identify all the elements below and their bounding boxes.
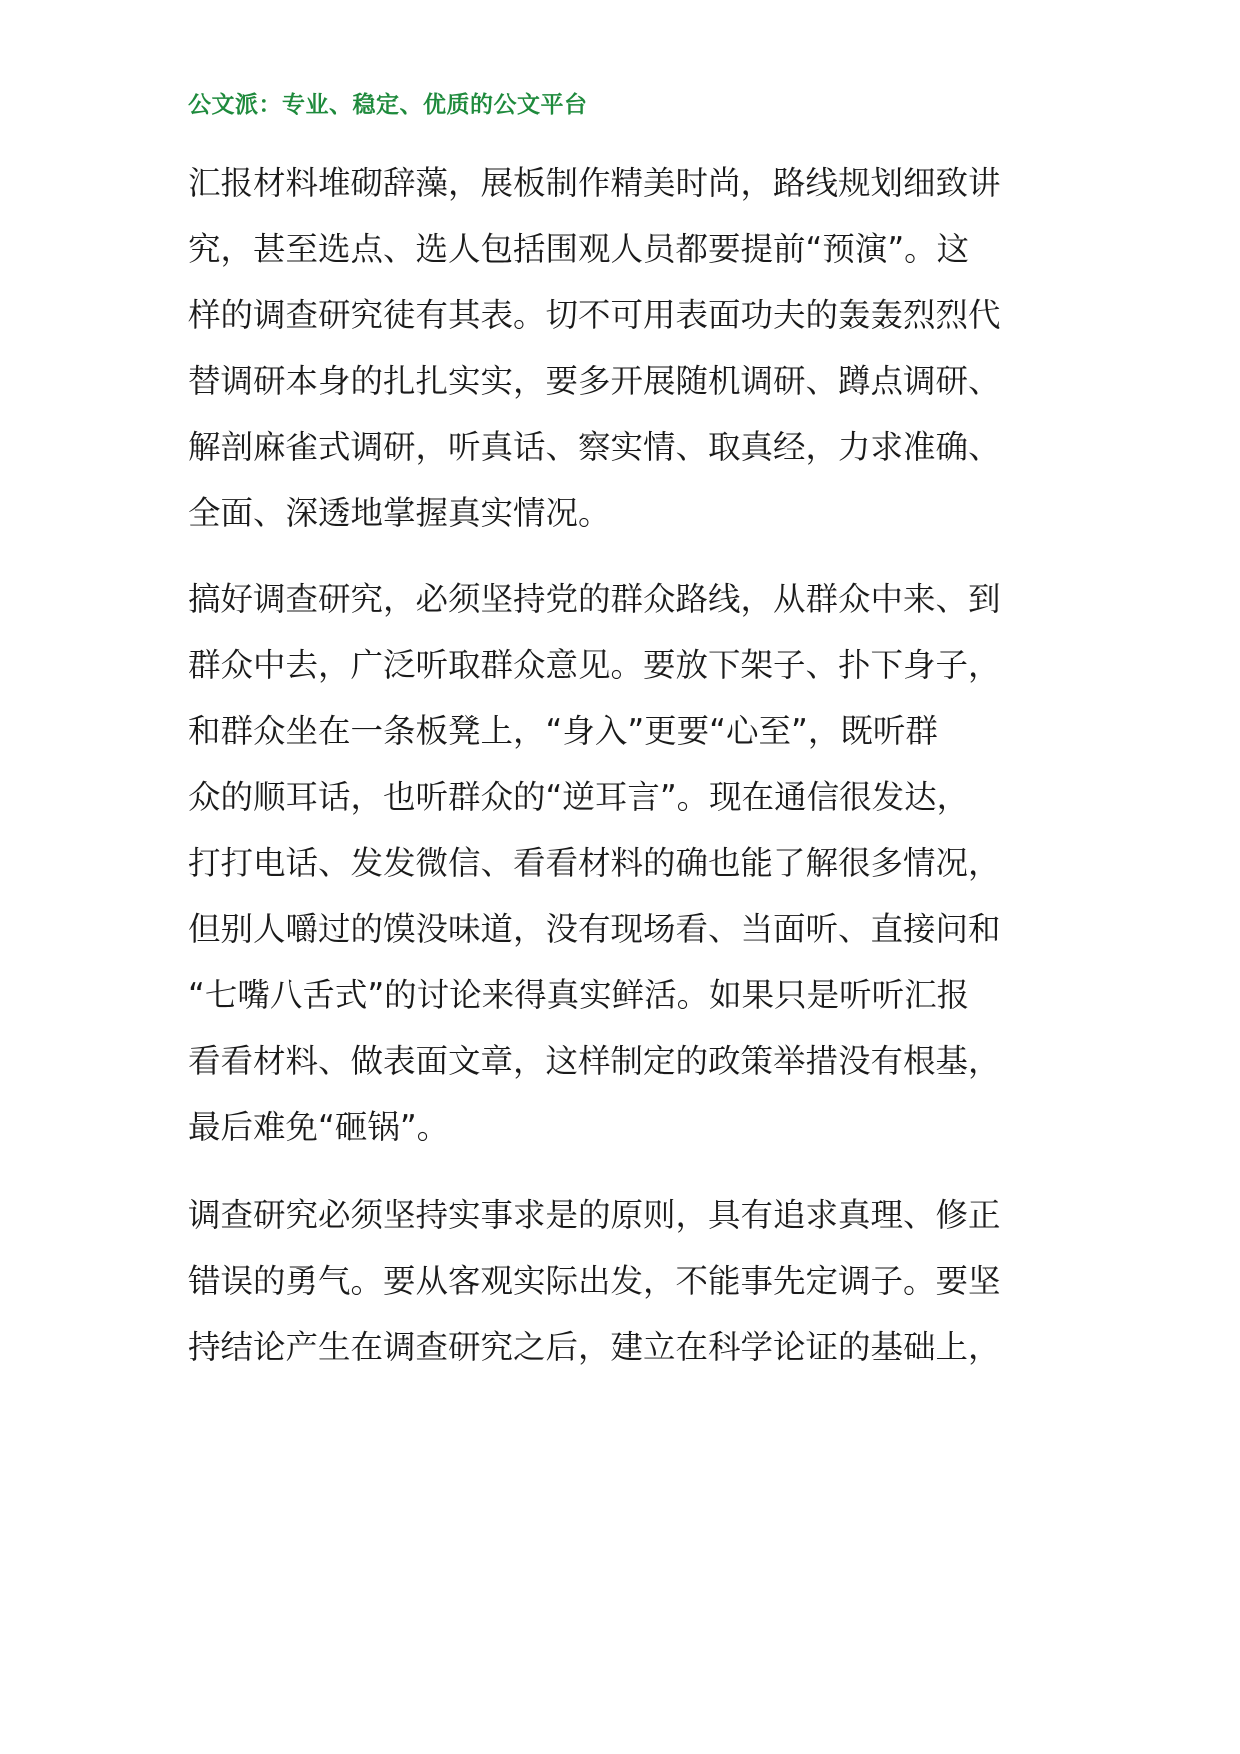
text-line: 解剖麻雀式调研，听真话、察实情、取真经，力求准确、 xyxy=(188,428,1001,466)
text-line: 但别人嚼过的馍没味道，没有现场看、当面听、直接问和 xyxy=(188,910,1001,948)
text-line: “七嘴八舌式”的讨论来得真实鲜活。如果只是听听汇报 xyxy=(188,976,970,1014)
text-line: 搞好调查研究，必须坚持党的群众路线，从群众中来、到 xyxy=(188,580,1001,618)
text-line: 调查研究必须坚持实事求是的原则，具有追求真理、修正 xyxy=(188,1196,1001,1234)
text-line: 替调研本身的扎扎实实，要多开展随机调研、蹲点调研、 xyxy=(188,362,1001,400)
text-line: 全面、深透地掌握真实情况。 xyxy=(188,494,611,532)
text-line: 究，甚至选点、选人包括围观人员都要提前“预演”。这 xyxy=(188,230,970,268)
text-line: 最后难免“砸锅”。 xyxy=(188,1108,450,1146)
text-line: 打打电话、发发微信、看看材料的确也能了解很多情况， xyxy=(188,844,1001,882)
text-line: 群众中去，广泛听取群众意见。要放下架子、扑下身子， xyxy=(188,646,1001,684)
text-line: 和群众坐在一条板凳上，“身入”更要“心至”，既听群 xyxy=(188,712,938,750)
text-line: 汇报材料堆砌辞藻，展板制作精美时尚，路线规划细致讲 xyxy=(188,164,1001,202)
page-header-title: 公文派：专业、稳定、优质的公文平台 xyxy=(188,92,588,118)
text-line: 样的调查研究徒有其表。切不可用表面功夫的轰轰烈烈代 xyxy=(188,296,1001,334)
text-line: 众的顺耳话，也听群众的“逆耳言”。现在通信很发达， xyxy=(188,778,970,816)
text-line: 错误的勇气。要从客观实际出发，不能事先定调子。要坚 xyxy=(188,1262,1001,1300)
text-line: 看看材料、做表面文章，这样制定的政策举措没有根基， xyxy=(188,1042,1001,1080)
text-line: 持结论产生在调查研究之后，建立在科学论证的基础上， xyxy=(188,1328,1001,1366)
